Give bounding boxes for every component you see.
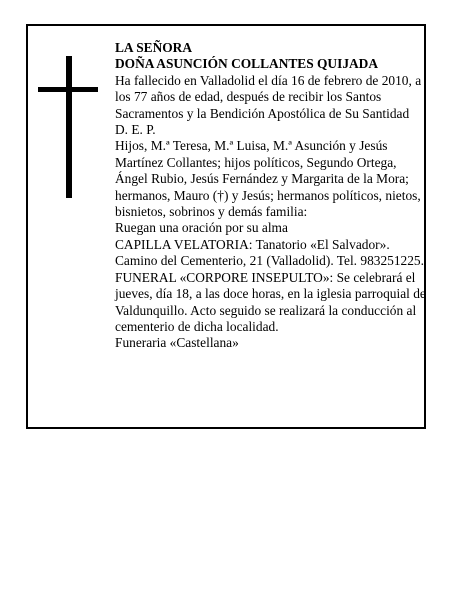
notice-title: LA SEÑORA (115, 40, 193, 55)
notice-text (115, 40, 427, 352)
cross-horizontal-bar (38, 87, 98, 92)
deceased-name: DOÑA ASUNCIÓN COLLANTES QUIJADA (115, 56, 379, 72)
latin-cross-icon (38, 56, 98, 198)
chapel-info: CAPILLA VELATORIA: Tanatorio «El Salvador». Camino del Cementerio, 21 (Valladolid). Tel. 983251225. (115, 236, 424, 269)
cross-vertical-bar (66, 56, 72, 198)
obituary-notice (26, 24, 426, 429)
death-announcement: Ha fallecido en Valladolid el día 16 de febrero de 2010, a los 77 años de edad, después de recibir los Santos Sacramentos y la Bendición Apostólica de Su Santidad (115, 72, 422, 121)
funeral-home: Funeraria «Castellana» (115, 335, 239, 351)
prayer-request: Ruegan una oración por su alma (115, 220, 288, 236)
funeral-info: FUNERAL «CORPORE INSEPULTO»: Se celebrará el jueves, día 18, a las doce horas, en la iglesia parroquial de Valdunquillo. Acto seguido se realizará la conducción al cementerio de dicha localidad. (115, 269, 426, 334)
rest-in-peace: D. E. P. (115, 122, 156, 138)
family-list: Hijos, M.ª Teresa, M.ª Luisa, M.ª Asunción y Jesús Martínez Collantes; hijos políticos, Segundo Ortega, Ángel Rubio, Jesús Fernández y Margarita de la Mora; hermanos, Mauro (†) y Jesús; hermanos políticos, nietos, bisnietos, sobrinos y demás familia: (115, 138, 421, 220)
